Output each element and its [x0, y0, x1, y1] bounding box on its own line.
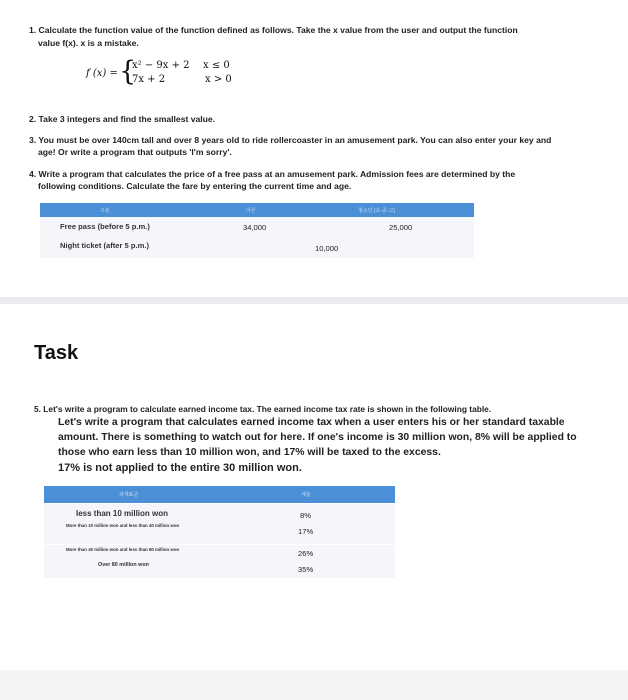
formula-brace: { [119, 56, 137, 87]
ticket-header-youth: 청소년 (초·중·고) [358, 208, 396, 214]
formula-case-2-condition: x > 0 [205, 74, 232, 85]
tax-rate-3: 26% [298, 549, 314, 558]
tax-header-rate: 세율 [301, 492, 311, 498]
ticket-row-1-youth-price: 25,000 [389, 223, 413, 232]
ticket-row-2-price: 10,000 [315, 244, 339, 253]
formula-case-2-expression: 7x + 2 [132, 74, 166, 85]
question-5-line-2: amount. There is something to watch out for here. If one's income is 30 million won, 8% will be applied to [58, 432, 577, 443]
table-row [40, 238, 474, 259]
question-5-line-4: 17% is not applied to the entire 30 million won. [58, 462, 302, 474]
tax-bracket-1: less than 10 million won [76, 509, 169, 518]
table-row [44, 504, 395, 544]
tax-bracket-2: More than 10 million won and less than 40 million won [66, 523, 180, 528]
ticket-row-2-label: Night ticket (after 5 p.m.) [60, 241, 150, 250]
tax-table-header [44, 486, 395, 503]
question-3-line-1: 3. You must be over 140cm tall and over 8 years old to ride rollercoaster in an amusement park. You can also enter your key and [29, 135, 552, 145]
ticket-table-header [40, 203, 474, 217]
tax-rate-4: 35% [298, 565, 314, 574]
table-row [44, 545, 395, 578]
tax-bracket-4: Over 80 million won [98, 562, 149, 568]
question-2: 2. Take 3 integers and find the smallest value. [29, 114, 216, 124]
question-4-line-1: 4. Write a program that calculates the price of a free pass at an amusement park. Admission fees are determined by the [29, 169, 516, 179]
tax-bracket-3: More than 40 million won and less than 80 million won [66, 547, 180, 552]
formula-fx: f (x) = [86, 68, 118, 79]
tax-header-bracket: 과세표준 [119, 492, 139, 498]
question-3-line-2: age! Or write a program that outputs 'I'm sorry'. [38, 147, 232, 157]
question-1-line-1: 1. Calculate the function value of the function defined as follows. Take the x value from the user and output the function [29, 25, 518, 35]
formula-case-1-condition: x ≤ 0 [203, 60, 230, 71]
question-5-line-3: those who earn less than 10 million won, and 17% will be taxed to the excess. [58, 447, 441, 458]
section-divider [0, 297, 628, 304]
ticket-header-category: 구분 [100, 208, 110, 214]
question-5-intro: 5. Let's write a program to calculate earned income tax. The earned income tax rate is shown in the following table. [34, 404, 492, 414]
tax-rate-2: 17% [298, 527, 314, 536]
table-row [40, 217, 474, 240]
question-1-line-2: value f(x). x is a mistake. [38, 38, 139, 48]
question-5-line-1: Let's write a program that calculates earned income tax when a user enters his or her standard taxable [58, 417, 565, 428]
page-title: Task [34, 342, 79, 364]
ticket-row-1-adult-price: 34,000 [243, 223, 267, 232]
page-footer-band [0, 670, 628, 700]
ticket-row-1-label: Free pass (before 5 p.m.) [60, 222, 150, 231]
formula-case-1-expression: x² − 9x + 2 [132, 60, 190, 71]
tax-rate-1: 8% [300, 511, 311, 520]
ticket-header-adult: 어른 [246, 208, 256, 214]
question-4-line-2: following conditions. Calculate the fare by entering the current time and age. [38, 181, 352, 191]
